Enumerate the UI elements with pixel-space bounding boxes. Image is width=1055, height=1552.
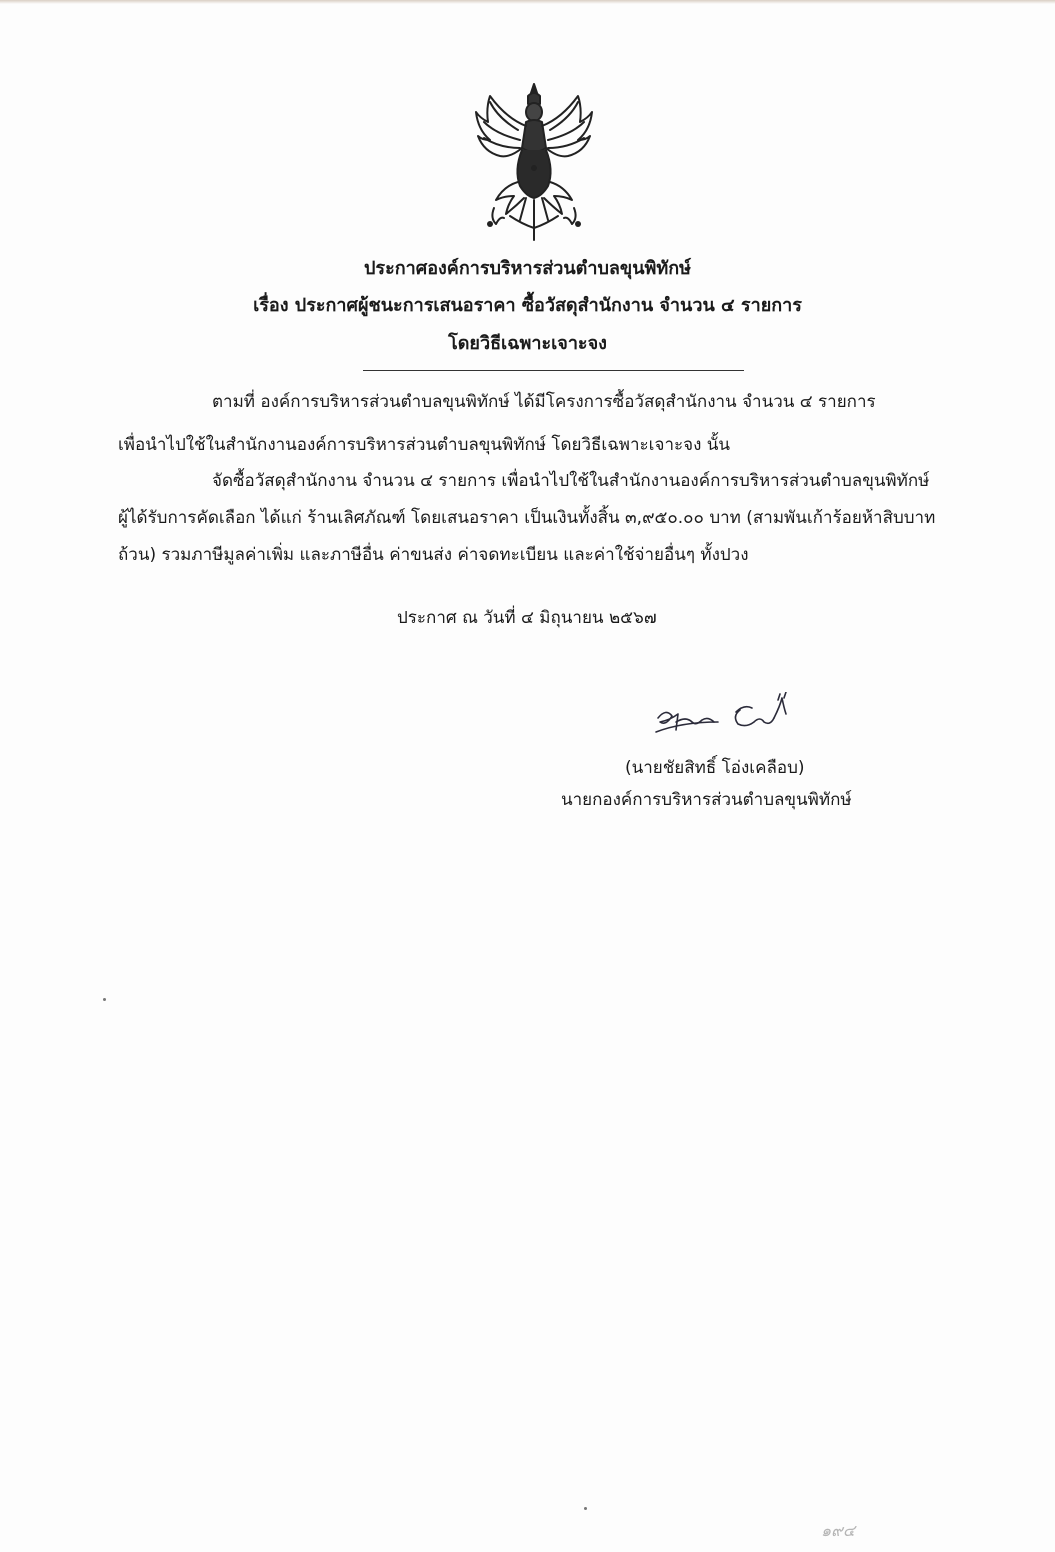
page-number-mark: ๑๙๔ [821, 1521, 855, 1540]
handwritten-signature [652, 692, 794, 742]
signatory-name: (นายชัยสิทธิ์ โอ่งเคลือบ) [625, 758, 805, 778]
paper-speck [584, 1507, 587, 1510]
body-line: ตามที่ องค์การบริหารส่วนตำบลขุนพิทักษ์ ได้มีโครงการซื้อวัสดุสำนักงาน จำนวน ๔ รายการ [212, 392, 876, 412]
garuda-emblem-icon [470, 78, 598, 243]
announcement-subject: เรื่อง ประกาศผู้ชนะการเสนอราคา ซื้อวัสดุสำนักงาน จำนวน ๔ รายการ [253, 295, 802, 316]
procurement-method: โดยวิธีเฉพาะเจาะจง [448, 333, 607, 354]
page-top-edge [0, 0, 1055, 4]
announcement-title: ประกาศองค์การบริหารส่วนตำบลขุนพิทักษ์ [364, 258, 691, 279]
body-line: ผู้ได้รับการคัดเลือก ได้แก่ ร้านเลิศภัณฑ์ โดยเสนอราคา เป็นเงินทั้งสิ้น ๓,๙๕๐.๐๐ บาท (สามพันเก้าร้อยห้าสิบบาท [118, 508, 936, 528]
body-line: ถ้วน) รวมภาษีมูลค่าเพิ่ม และภาษีอื่น ค่าขนส่ง ค่าจดทะเบียน และค่าใช้จ่ายอื่นๆ ทั้งปวง [118, 545, 749, 565]
body-line: จัดซื้อวัสดุสำนักงาน จำนวน ๔ รายการ เพื่อนำไปใช้ในสำนักงานองค์การบริหารส่วนตำบลขุนพิทักษ์ [212, 471, 930, 491]
body-line: เพื่อนำไปใช้ในสำนักงานองค์การบริหารส่วนตำบลขุนพิทักษ์ โดยวิธีเฉพาะเจาะจง นั้น [118, 435, 731, 455]
paper-speck [103, 998, 106, 1001]
announcement-date: ประกาศ ณ วันที่ ๔ มิถุนายน ๒๕๖๗ [397, 608, 657, 628]
signatory-position: นายกองค์การบริหารส่วนตำบลขุนพิทักษ์ [561, 790, 852, 810]
title-divider [363, 370, 744, 371]
